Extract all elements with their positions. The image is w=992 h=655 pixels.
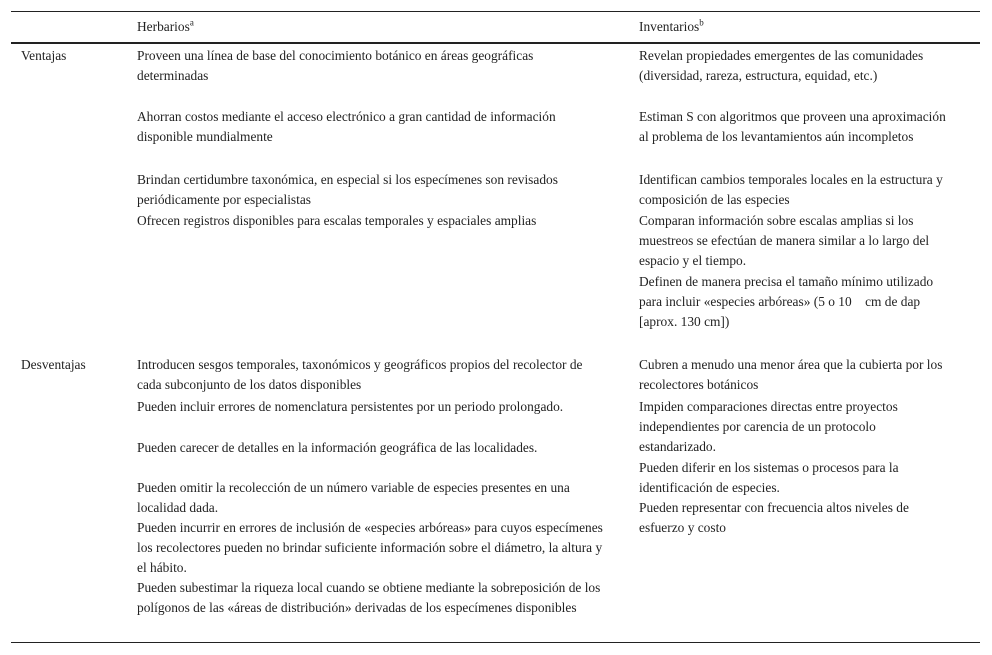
cell-item: Pueden diferir en los sistemas o procesos para la identificación de especies.	[639, 460, 899, 495]
cell-item: Brindan certidumbre taxonómica, en especial si los especímenes son revisados periódicamente por especialistas	[137, 172, 558, 207]
cell-item: Impiden comparaciones directas entre proyectos independientes por carencia de un protocolo estandarizado.	[639, 399, 898, 454]
header-label: Herbarios	[137, 19, 190, 34]
cell-item: Comparan información sobre escalas amplias si los muestreos se efectúan de manera similar a lo largo del espacio y el tiempo.	[639, 213, 930, 268]
footnote-marker: b	[699, 17, 704, 28]
top-rule	[11, 11, 980, 12]
cell-item: Pueden incurrir en errores de inclusión de «especies arbóreas» para cuyos especímenes los recolectores pueden no brindar suficiente información sobre el diámetro, la altura y el hábito.	[137, 520, 603, 575]
header-inventarios	[639, 17, 949, 37]
header-rule	[11, 42, 980, 44]
cell-item: Revelan propiedades emergentes de las comunidades (diversidad, rareza, estructura, equidad, etc.)	[639, 48, 924, 83]
cell-item: Cubren a menudo una menor área que la cubierta por los recolectores botánicos	[639, 357, 943, 392]
cell-item: Estiman S con algoritmos que proveen una aproximación al problema de los levantamientos aún incompletos	[639, 109, 946, 144]
cell-item: Proveen una línea de base del conocimiento botánico en áreas geográficas determinadas	[137, 48, 534, 83]
row-label-ventajas: Ventajas	[21, 48, 67, 63]
cell-item: Pueden subestimar la riqueza local cuando se obtiene mediante la sobreposición de los polígonos de las «áreas de distribución» derivadas de los especímenes disponibles	[137, 580, 601, 615]
cell-item: Ahorran costos mediante el acceso electrónico a gran cantidad de información disponible mundialmente	[137, 109, 556, 144]
cell-item: Definen de manera precisa el tamaño mínimo utilizado para incluir «especies arbóreas» (5 o 10 cm de dap [aprox. 130 cm])	[639, 274, 937, 329]
cell-item: Pueden representar con frecuencia altos niveles de esfuerzo y costo	[639, 500, 909, 535]
row-label-desventajas: Desventajas	[21, 357, 86, 372]
cell-item: Pueden carecer de detalles en la información geográfica de las localidades.	[137, 440, 538, 455]
cell-item: Pueden incluir errores de nomenclatura persistentes por un periodo prolongado.	[137, 399, 564, 414]
cell-item: Pueden omitir la recolección de un número variable de especies presentes en una localidad dada.	[137, 480, 570, 515]
cell-item: Ofrecen registros disponibles para escalas temporales y espaciales amplias	[137, 213, 537, 228]
bottom-rule	[11, 642, 980, 643]
header-label: Inventarios	[639, 19, 700, 34]
cell-item: Introducen sesgos temporales, taxonómicos y geográficos propios del recolector de cada subconjunto de los datos disponibles	[137, 357, 583, 392]
header-herbarios	[137, 17, 607, 37]
footnote-marker: a	[189, 17, 194, 28]
cell-item: Identifican cambios temporales locales en la estructura y composición de las especies	[639, 172, 943, 207]
